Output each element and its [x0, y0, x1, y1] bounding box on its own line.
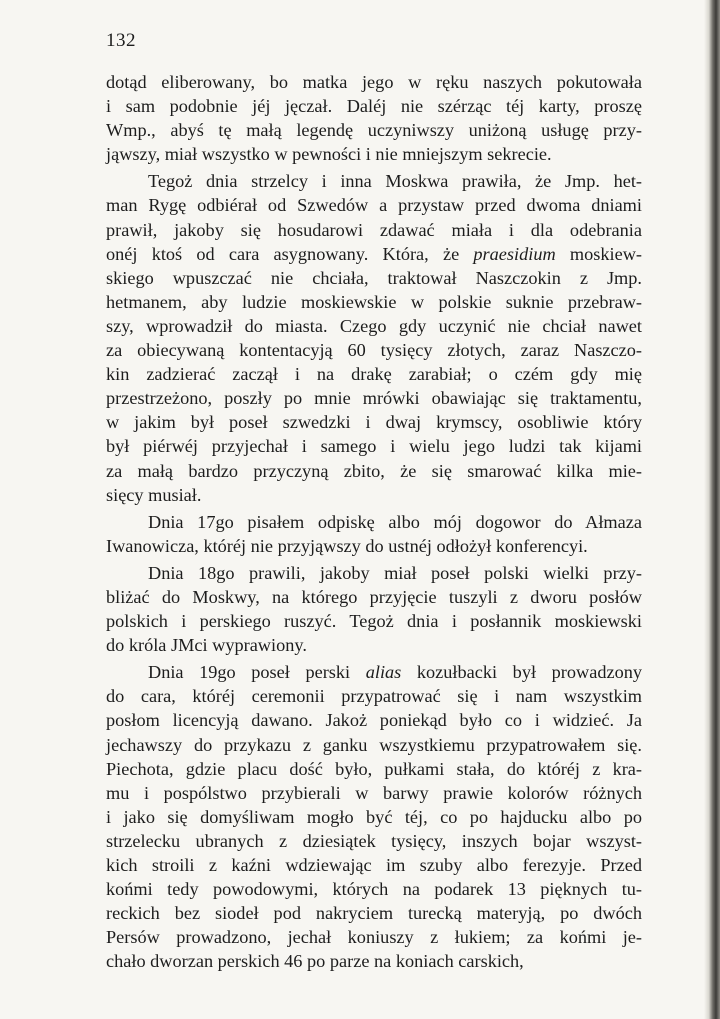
text-line: polskich i perskiego ruszyć. Tegoż dnia i posłannik moskiewski	[106, 611, 642, 632]
text-line: prawił, jakoby się hosudarowi zdawać miała i dla odebrania	[106, 219, 642, 240]
text-line: Piechota, gdzie placu dość było, pułkami stała, do któréj z kra-	[106, 758, 642, 779]
text-line: Persów prowadzono, jechał koniuszy z łukiem; za końmi je-	[106, 927, 642, 948]
paragraph	[106, 561, 642, 657]
text-line: kin zadzierać zaczął i na drakę zarabiał; o czém gdy mię	[106, 364, 642, 385]
text-line: w jakim był poseł szwedzki i dwaj krymscy, osobliwie który	[106, 412, 642, 433]
text-line: szy, wprowadził do miasta. Czego gdy uczynić nie chciał nawet	[106, 315, 642, 336]
text-line: i sam podobnie jéj jęczał. Daléj nie szérząc téj karty, proszę	[106, 96, 642, 117]
text-line: chało dworzan perskich 46 po parze na koniach carskich,	[106, 951, 524, 972]
paragraph	[106, 169, 642, 506]
text-line: Dnia 18go prawili, jakoby miał poseł polski wielki przy-	[148, 562, 642, 583]
text-line: hetmanem, aby ludzie moskiewskie w polskie suknie przebraw-	[106, 291, 642, 312]
text-line: do króla JMci wyprawiony.	[106, 635, 307, 656]
text-line: za obiecywaną kontentacyją 60 tysięcy złotych, zaraz Naszczo-	[106, 340, 642, 361]
text-line: skiego wpuszczać nie chciała, traktował Naszczokin z Jmp.	[106, 267, 642, 288]
text-line: onéj ktoś od cara asygnowany. Która, że praesidium moskiew-	[106, 243, 642, 264]
text-line: man Rygę odbiérał od Szwedów a przystaw przed dwoma dniami	[106, 195, 642, 216]
text-line: i jako się domyśliwam mogło być téj, co po hajducku albo po	[106, 806, 642, 827]
text-line: jechawszy do przykazu z ganku wszystkiemu przypatrowałem się.	[106, 734, 642, 755]
body-text	[106, 70, 642, 976]
text-line: Iwanowicza, któréj nie przyjąwszy do ustnéj odłożył konferencyi.	[106, 535, 588, 556]
text-line: do cara, któréj ceremonii przypatrować się i nam wszystkim	[106, 686, 642, 707]
text-line: za małą bardzo przyczyną zbito, że się smarować kilka mie-	[106, 460, 642, 481]
text-line: sięcy musiał.	[106, 484, 202, 505]
page-number: 132	[106, 30, 136, 51]
text-line: jąwszy, miał wszystko w pewności i nie mniejszym sekrecie.	[106, 144, 552, 165]
text-line: Wmp., abyś tę małą legendę uczyniwszy uniżoną usługę przy-	[106, 120, 642, 141]
text-line: Dnia 17go pisałem odpiskę albo mój dogowor do Ałmaza	[148, 511, 642, 532]
text-line: reckich bez siodeł pod nakryciem turecką materyją, po dwóch	[106, 903, 642, 924]
text-line: bliżać do Moskwy, na którego przyjęcie tuszyli z dworu posłów	[106, 586, 642, 607]
paragraph	[106, 660, 642, 973]
text-line: dotąd eliberowany, bo matka jego w ręku naszych pokutowała	[106, 72, 642, 92]
text-line: był piérwéj przyjechał i samego i wielu jego ludzi tak kijami	[106, 436, 642, 457]
text-line: Tegoż dnia strzelcy i inna Moskwa prawiła, że Jmp. het-	[148, 171, 642, 192]
paragraph	[106, 510, 642, 558]
text-line: mu i pospólstwo przybierali w barwy prawie kolorów różnych	[106, 782, 642, 803]
text-line: posłom licencyją dawano. Jakoż poniekąd było co i widzieć. Ja	[106, 710, 642, 731]
page-edge	[704, 0, 720, 1019]
text-line: przestrzeżono, poszły po mnie mrówki obawiając się traktamentu,	[106, 388, 642, 409]
text-line: kich stroili z kaźni wdziewając im szuby albo ferezyje. Przed	[106, 855, 642, 875]
text-line: strzelecku ubranych z dziesiątek tysięcy, inszych bojar wszyst-	[106, 830, 642, 851]
text-line: Dnia 19go poseł perski alias kozułbacki był prowadzony	[148, 662, 642, 683]
text-line: końmi tedy powodowymi, których na podarek 13 pięknych tu-	[106, 879, 642, 900]
paragraph	[106, 70, 642, 166]
